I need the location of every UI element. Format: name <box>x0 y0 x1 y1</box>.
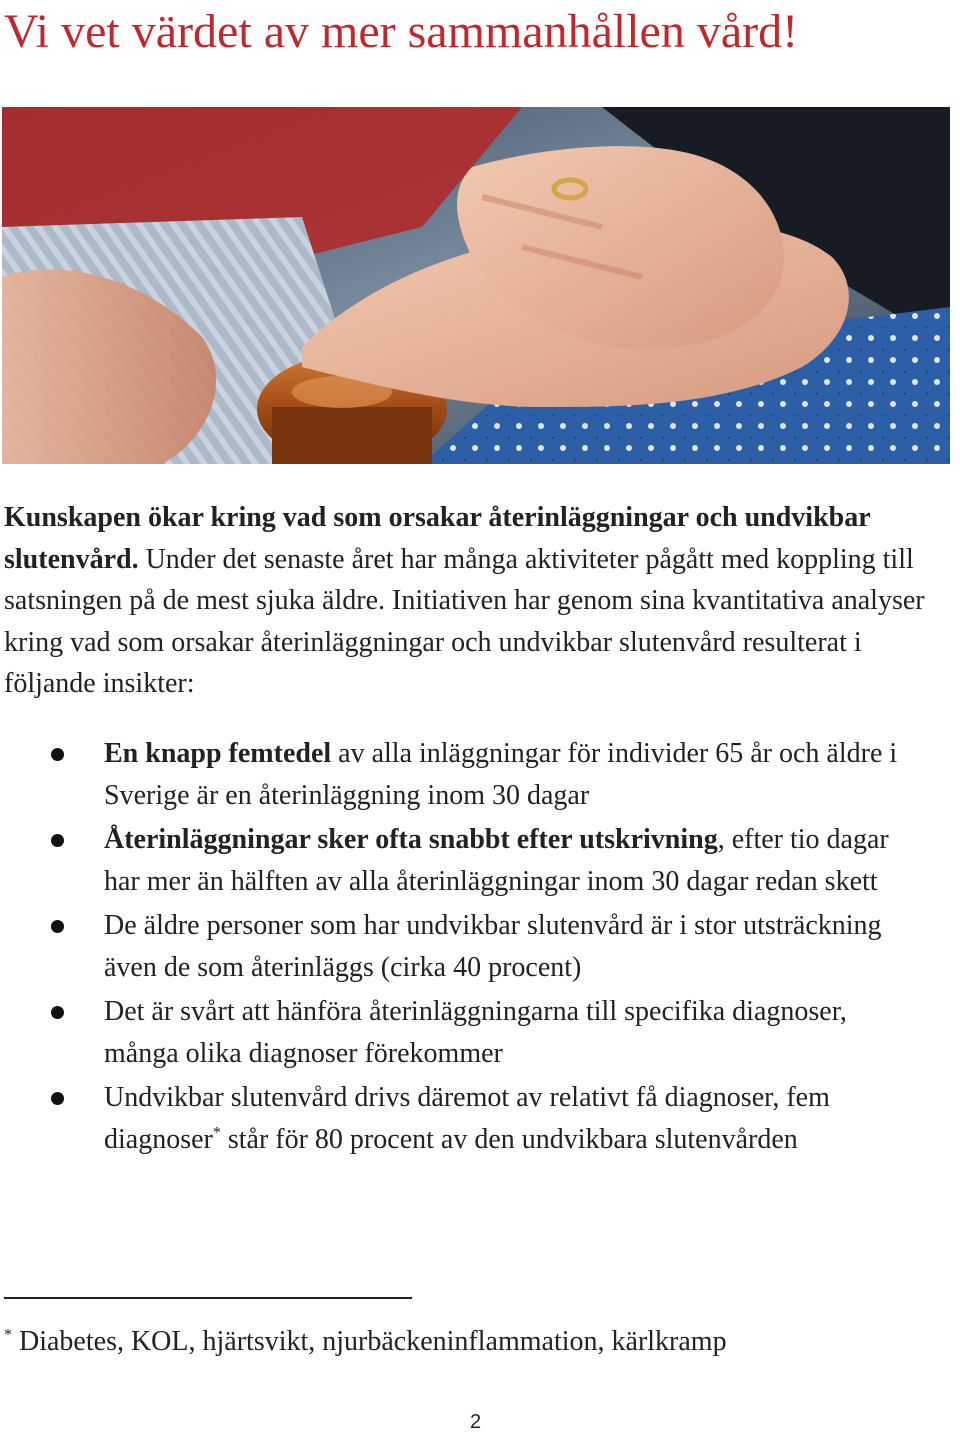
list-item-text: Det är svårt att hänföra återinläggningarna till specifika diagnoser, många olika diagnoser förekommer <box>104 996 847 1069</box>
hands-photo-illustration <box>2 107 950 464</box>
bullet-icon <box>51 748 64 761</box>
bullet-icon <box>51 1092 64 1105</box>
list-item <box>0 991 924 1074</box>
footnote-text: Diabetes, KOL, hjärtsvikt, njurbäckeninflammation, kärlkramp <box>12 1326 727 1357</box>
page-number: 2 <box>470 1411 482 1433</box>
footnote <box>4 1322 727 1362</box>
footnote-marker: * <box>212 1124 221 1142</box>
hands-photo <box>2 107 950 464</box>
list-item-text: , efter tio dagar har mer än hälften av alla återinläggningar inom 30 dagar redan skett <box>104 824 889 897</box>
footnote-divider <box>4 1297 412 1299</box>
list-item-text-after: står för 80 procent av den undvikbara slutenvården <box>220 1123 798 1155</box>
list-item <box>0 733 924 816</box>
list-item-bold: En knapp femtedel <box>104 738 332 769</box>
intro-bold-lead: Kunskapen ökar kring vad som orsakar återinläggningar och undvikbar slutenvård. <box>4 502 871 575</box>
list-item <box>0 905 924 988</box>
bullet-icon <box>51 1006 64 1019</box>
list-item-text: Undvikbar slutenvård drivs däremot av relativt få diagnoser, fem diagnoser <box>104 1082 830 1155</box>
list-item-text: De äldre personer som har undvikbar slutenvård är i stor utsträckning även de som återinläggs (cirka 40 procent) <box>104 910 882 983</box>
list-item-text: av alla inläggningar för individer 65 år och äldre i Sverige är en återinläggning inom 30 dagar <box>104 738 898 811</box>
page-title: Vi vet värdet av mer sammanhållen vård! <box>4 5 799 58</box>
list-item <box>0 819 924 902</box>
list-item-bold: Återinläggningar sker ofta snabbt efter utskrivning <box>104 824 718 855</box>
bullet-icon <box>51 834 64 847</box>
intro-text: Under det senaste året har många aktiviteter pågått med koppling till satsningen på de mest sjuka äldre. Initiativen har genom sina kvantitativa analyser kring vad som orsakar återinläggningar och undvikbar slutenvård resulterat i följande insikter: <box>4 543 925 699</box>
insights-list <box>0 733 960 1163</box>
intro-paragraph <box>4 497 954 705</box>
list-item <box>0 1077 924 1160</box>
bullet-icon <box>51 920 64 933</box>
footnote-marker: * <box>4 1326 12 1344</box>
